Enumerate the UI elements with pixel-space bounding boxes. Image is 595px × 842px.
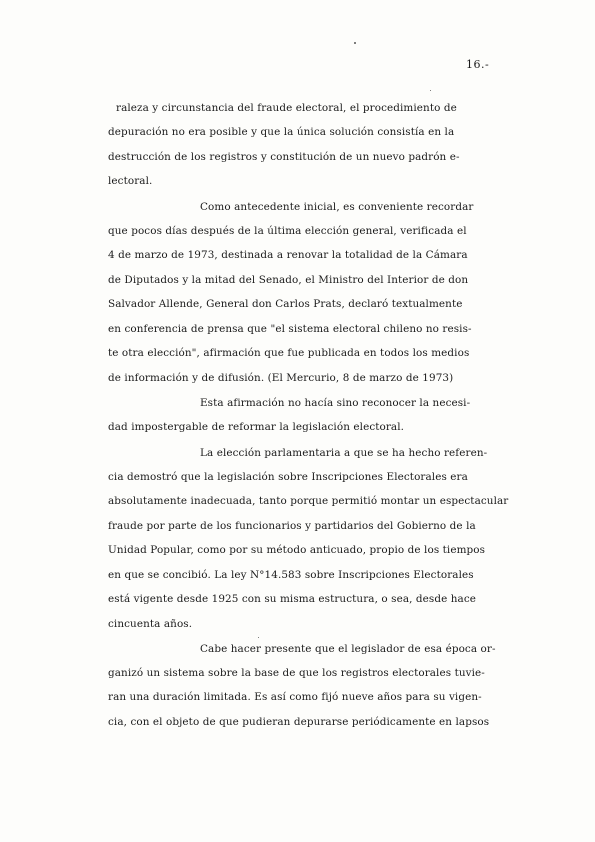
text-line: 4 de marzo de 1973, destinada a renovar la totalidad de la Cámara — [108, 249, 468, 261]
text-line: cincuenta años. — [108, 618, 193, 630]
text-line: dad impostergable de reformar la legislación electoral. — [108, 421, 405, 433]
paragraph-first-line: Esta afirmación no hacía sino reconocer la necesi- — [200, 397, 471, 409]
text-line: absolutamente inadecuada, tanto porque permitió montar un espectacular — [108, 495, 509, 507]
scan-speck — [354, 42, 356, 44]
text-line: Salvador Allende, General don Carlos Prats, declaró textualmente — [108, 298, 463, 310]
page-number: 16.- — [466, 58, 490, 71]
text-line: cia demostró que la legislación sobre Inscripciones Electorales era — [108, 471, 468, 483]
text-line: en que se concibió. La ley N°14.583 sobre Inscripciones Electorales — [108, 569, 474, 581]
text-line: que pocos días después de la última elección general, verificada el — [108, 225, 467, 237]
paragraph-first-line: Cabe hacer presente que el legislador de esa época or- — [200, 643, 496, 655]
paragraph-first-line: Como antecedente inicial, es conveniente recordar — [200, 201, 474, 213]
text-line: ran una duración limitada. Es así como fijó nueve años para su vigen- — [108, 691, 482, 703]
text-line: en conferencia de prensa que "el sistema electoral chileno no resis- — [108, 323, 472, 335]
text-line: cia, con el objeto de que pudieran depurarse periódicamente en lapsos — [108, 716, 490, 728]
text-line: de información y de difusión. (El Mercurio, 8 de marzo de 1973) — [108, 372, 454, 384]
text-line: ganizó un sistema sobre la base de que los registros electorales tuvie- — [108, 667, 485, 679]
paragraph-first-line: La elección parlamentaria a que se ha hecho referen- — [200, 447, 488, 459]
text-line: destrucción de los registros y constitución de un nuevo padrón e- — [108, 151, 460, 163]
text-line: de Diputados y la mitad del Senado, el Ministro del Interior de don — [108, 274, 469, 286]
text-line: te otra elección", afirmación que fue publicada en todos los medios — [108, 347, 470, 359]
scan-speck — [258, 637, 259, 638]
text-line: está vigente desde 1925 con su misma estructura, o sea, desde hace — [108, 593, 477, 605]
scan-speck — [430, 90, 431, 91]
text-line: fraude por parte de los funcionarios y partidarios del Gobierno de la — [108, 520, 476, 532]
text-line: raleza y circunstancia del fraude electoral, el procedimiento de — [116, 102, 457, 114]
text-line: Unidad Popular, como por su método anticuado, propio de los tiempos — [108, 544, 486, 556]
text-line: depuración no era posible y que la única solución consistía en la — [108, 126, 455, 138]
text-line: lectoral. — [108, 175, 153, 187]
